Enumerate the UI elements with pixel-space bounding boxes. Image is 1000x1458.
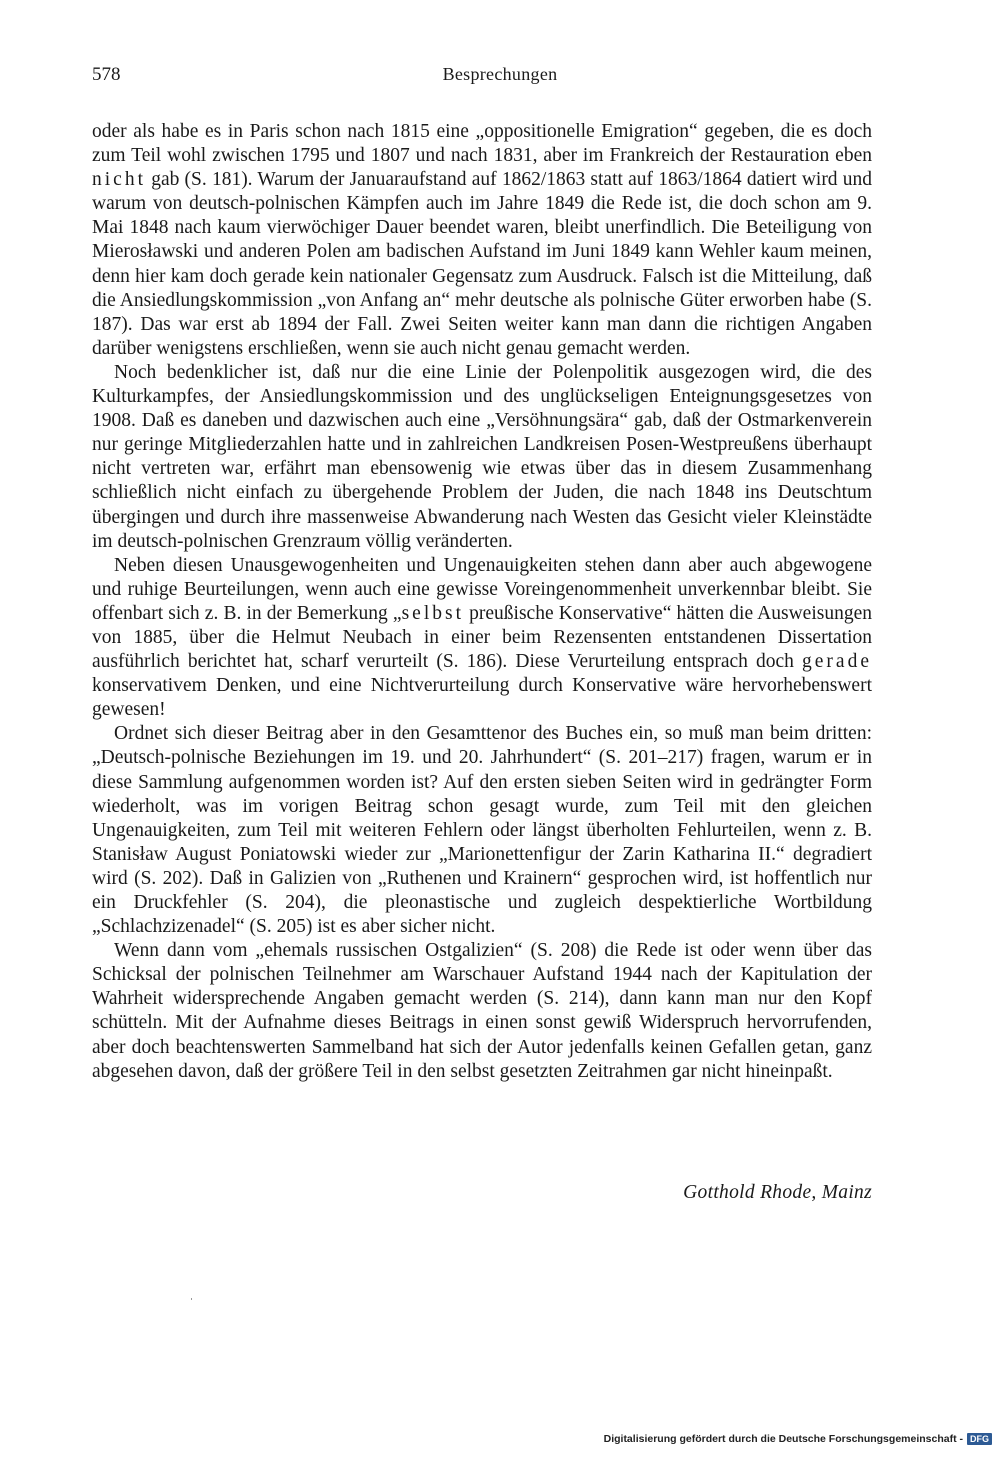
paragraph-text: Noch bedenklicher ist, daß nur die eine Linie der Polenpolitik ausgezogen wird, die des Kulturkampfes, der Ansiedlungskommission und des unglückseligen Enteignungsgesetzes von 1908. Daß es daneben und dazwischen auch eine „Versöhnungsära“ gab, daß der Ostmarkenverein nur geringe Mitgliederzahlen hatte und in zahlreichen Landkreisen Posen-Westpreußens überhaupt nicht vertreten war, erfährt man ebensowenig wie etwas über das in diesem Zusammenhang schließlich nicht einfach zu übergehende Problem der Juden, die nach 1848 ins Deutschtum übergingen und durch ihre massenweise Abwanderung nach Westen das Gesicht vieler Kleinstädte im deutsch-polnischen Grenzraum völlig veränderten. bbox=[92, 361, 872, 552]
paragraph-text: oder als habe es in Paris schon nach 1815 eine „oppositionelle Emigration“ gegeben, die es doch zum Teil wohl zwischen 1795 und 1807 und nach 1831, aber im Frankreich der Restauration eben bbox=[92, 121, 872, 167]
paragraph-2 bbox=[92, 361, 872, 554]
spaced-emphasis: gerade bbox=[802, 651, 872, 673]
paragraph-text: Ordnet sich dieser Beitrag aber in den Gesamttenor des Buches ein, so muß man beim dritten: „Deutsch-polnische Beziehungen im 19. und 20. Jahrhundert“ (S. 201–217) fragen, warum er in diese Sammlung aufgenommen worden ist? Auf den ersten sieben Seiten wird in gedrängter Form wiederholt, was im vorigen Beitrag schon gesagt wurde, zum Teil mit den gleichen Ungenauigkeiten, zum Teil mit weiteren Fehlern oder längst überholten Fehlurteilen, wenn z. B. Stanisław August Poniatowski wieder zur „Marionettenfigur der Zarin Katharina II.“ degradiert wird (S. 202). Daß in Galizien von „Ruthenen und Krainern“ gesprochen wird, ist hoffentlich nur ein Druckfehler (S. 204), die pleonastische und zugleich despektierliche Wortbildung „Schlachzizenadel“ (S. 205) ist es aber sicher nicht. bbox=[92, 723, 872, 938]
paragraph-text: Neben diesen Unausgewogenheiten und Ungenauigkeiten stehen dann aber auch abgewogene und ruhige Beurteilungen, wenn auch eine gewisse Voreingenommenheit unverkennbar bleibt. Sie offenbart sich z. B. in der Bemerkung „ bbox=[92, 554, 872, 624]
paragraph-4 bbox=[92, 722, 872, 939]
paragraph-5 bbox=[92, 939, 872, 1084]
page-number: 578 bbox=[92, 64, 121, 85]
scan-speck bbox=[191, 1298, 192, 1300]
paragraph-text: preußische Konservative“ hätten die Ausweisungen von 1885, über die Helmut Neubach in einer beim Rezensenten entstandenen Dissertation ausführlich berichtet hat, scharf verurteilt (S. 186). Diese Verurteilung entsprach doch bbox=[92, 602, 872, 673]
dfg-logo-icon: DFG bbox=[967, 1433, 992, 1445]
paragraph-3 bbox=[92, 554, 872, 723]
paragraph-text: gab (S. 181). Warum der Januaraufstand auf 1862/1863 statt auf 1863/1864 datiert wird und warum von deutsch-polnischen Kämpfen auch im Jahre 1849 die Rede ist, die doch schon am 9. Mai 1848 nach kaum vierwöchiger Dauer beendet waren, bleibt unerfindlich. Die Beteiligung von Mierosławski und anderen Polen am badischen Aufstand im Juni 1849 kann Wehler kaum meinen, denn hier kam doch gerade kein nationaler Gegensatz zum Ausdruck. Falsch ist die Mitteilung, daß die Ansiedlungskommission „von Anfang an“ mehr deutsche als polnische Güter erworben habe (S. 187). Das war erst ab 1894 der Fall. Zwei Seiten weiter kann man dann die richtigen Angaben darüber wenigstens erschließen, wenn sie auch nicht genau gemacht werden. bbox=[92, 169, 872, 359]
paragraph-text: konservativem Denken, und eine Nichtverurteilung durch Konservative wäre hervorhebenswert gewesen! bbox=[92, 675, 872, 721]
spaced-emphasis: selbst bbox=[401, 602, 464, 624]
digitization-footer bbox=[604, 1433, 992, 1445]
paragraph-1 bbox=[92, 120, 872, 361]
author-signature: Gotthold Rhode, Mainz bbox=[683, 1182, 872, 1203]
running-head: Besprechungen bbox=[442, 64, 558, 84]
spaced-emphasis: nicht bbox=[92, 169, 146, 191]
review-body bbox=[92, 120, 872, 1084]
footer-text: Digitalisierung gefördert durch die Deutsche Forschungsgemeinschaft - bbox=[603, 1433, 963, 1445]
paragraph-text: Wenn dann vom „ehemals russischen Ostgalizien“ (S. 208) die Rede ist oder wenn über das Schicksal der polnischen Teilnehmer am Warschauer Aufstand 1944 nach der Kapitulation der Wahrheit widersprechende Angaben gemacht werden (S. 214), dann kann man nur den Kopf schütteln. Mit der Aufnahme dieses Beitrags in einen sonst gewiß Widerspruch hervorrufenden, aber doch beachtenswerten Sammelband hat sich der Autor jedenfalls keinen Gefallen getan, ganz abgesehen davon, daß der größere Teil in den selbst gesetzten Zeitrahmen gar nicht hineinpaßt. bbox=[92, 940, 872, 1082]
